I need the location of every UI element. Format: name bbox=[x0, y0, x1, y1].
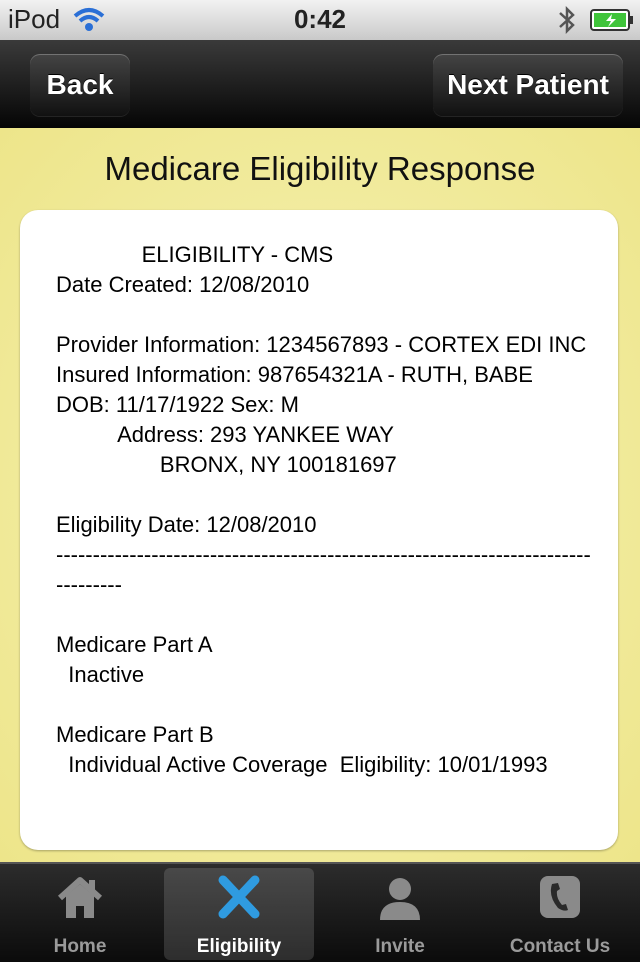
tab-eligibility[interactable] bbox=[164, 868, 314, 960]
tab-contact-us[interactable] bbox=[485, 868, 635, 960]
eligibility-x-icon bbox=[215, 874, 263, 920]
eligibility-report-text: ELIGIBILITY - CMS Date Created: 12/08/2010 Provider Information: 1234567893 - CORTEX EDI INC Insured Information: 987654321A - RUTH, BABE DOB: 11/17/1922 Sex: M Address: 293 YANKEE WAY BRONX, NY 100181697 Eligibility Date: 12/08/2010 ---------------------------------------------------------------------------------- Medicare Part A Inactive Medicare Part B Individual Active Coverage Eligibility: 10/01/1993 bbox=[56, 242, 591, 777]
status-bar bbox=[0, 0, 640, 40]
tab-home-label: Home bbox=[53, 936, 107, 957]
tab-eligibility-label: Eligibility bbox=[196, 936, 282, 957]
battery-icon bbox=[590, 9, 634, 31]
page-title: Medicare Eligibility Response bbox=[104, 150, 536, 187]
back-button[interactable]: Back bbox=[30, 54, 130, 116]
person-icon bbox=[376, 874, 424, 920]
phone-icon bbox=[536, 874, 584, 920]
tab-invite[interactable] bbox=[325, 868, 475, 960]
content-area bbox=[0, 128, 640, 862]
bluetooth-icon bbox=[556, 4, 578, 36]
tab-contact-us-label: Contact Us bbox=[509, 936, 611, 957]
tab-bar bbox=[0, 862, 640, 962]
next-patient-button[interactable]: Next Patient bbox=[433, 54, 623, 116]
navigation-bar bbox=[0, 40, 640, 128]
tab-invite-label: Invite bbox=[375, 936, 425, 957]
tab-home[interactable] bbox=[5, 868, 155, 960]
eligibility-report-card[interactable] bbox=[20, 210, 618, 850]
home-icon bbox=[56, 874, 104, 920]
carrier-label: iPod bbox=[8, 4, 61, 34]
clock: 0:42 bbox=[293, 4, 347, 34]
